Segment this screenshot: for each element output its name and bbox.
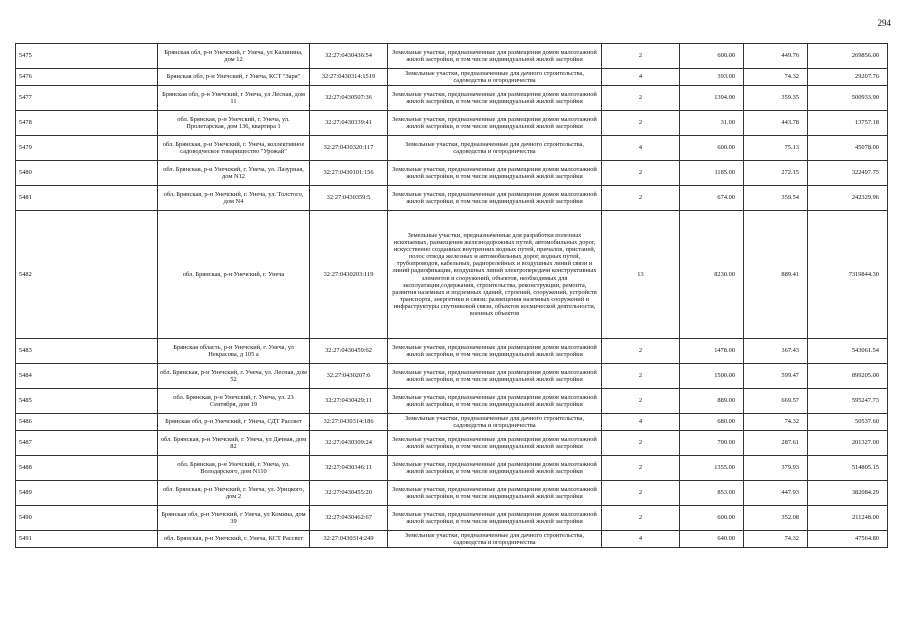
land-use-description-cell: Земельные участки, предназначенные для размещения домов малоэтажной жилой застройки, в том числе индивидуальной жилой застройки bbox=[388, 186, 602, 211]
address-cell: обл. Брянская, р-н Унечский, г. Унеча, ул. Толстого, дом N4 bbox=[158, 186, 310, 211]
table-row bbox=[16, 161, 888, 186]
unit-value-cell: 74.32 bbox=[744, 414, 808, 431]
area-cell: 674.00 bbox=[680, 186, 744, 211]
land-use-description-cell: Земельные участки, предназначенные для размещения домов малоэтажной жилой застройки, в том числе индивидуальной жилой застройки bbox=[388, 456, 602, 481]
table-row bbox=[16, 364, 888, 389]
cadastral-number-cell: 32:27:0430339:41 bbox=[310, 111, 388, 136]
cadastral-number-cell: 32:27:0430359:5 bbox=[310, 186, 388, 211]
cadastral-value-cell: 13757.18 bbox=[808, 111, 888, 136]
cadastral-number-cell: 32:27:0430101:156 bbox=[310, 161, 388, 186]
unit-value-cell: 74.32 bbox=[744, 69, 808, 86]
cadastral-value-cell: 7319844.30 bbox=[808, 211, 888, 339]
address-cell: Брянская обл, р-н Унечский, г Унеча, ул Комина, дом 39 bbox=[158, 506, 310, 531]
group-code-cell: 2 bbox=[602, 456, 680, 481]
address-cell: обл. Брянская, р-н Унечский, г. Унеча, КСТ Рассвет bbox=[158, 531, 310, 548]
group-code-cell: 13 bbox=[602, 211, 680, 339]
table-row bbox=[16, 481, 888, 506]
group-code-cell: 2 bbox=[602, 186, 680, 211]
row-number: 5486 bbox=[16, 414, 158, 431]
cadastral-number-cell: 32:27:0430429:11 bbox=[310, 389, 388, 414]
page-number: 294 bbox=[877, 18, 891, 28]
unit-value-cell: 379.93 bbox=[744, 456, 808, 481]
cadastral-value-cell: 595247.73 bbox=[808, 389, 888, 414]
group-code-cell: 2 bbox=[602, 44, 680, 69]
row-number: 5480 bbox=[16, 161, 158, 186]
unit-value-cell: 359.35 bbox=[744, 86, 808, 111]
cadastral-number-cell: 32:27:0430507:36 bbox=[310, 86, 388, 111]
table-row bbox=[16, 414, 888, 431]
cadastral-value-cell: 50537.60 bbox=[808, 414, 888, 431]
cadastral-value-cell: 242329.96 bbox=[808, 186, 888, 211]
address-cell: обл. Брянская, р-н Унечский, г. Унеча bbox=[158, 211, 310, 339]
unit-value-cell: 599.47 bbox=[744, 364, 808, 389]
row-number: 5484 bbox=[16, 364, 158, 389]
land-use-description-cell: Земельные участки, предназначенные для разработки полезных ископаемых, размещения железнодорожных путей, автомобильных дорог, искусственно созданных внутренних водных путей, причалов, пристаней, полос отвода железных и автомобильных дорог, водных путей, трубопроводов, кабельных, радиорелейных и воздушных линий связи и линий радиофикации, воздушных линий электропередачи конструктивных элементов и сооружений, объектов, необходимых для эксплуатации,содержания, строительства, реконструкции, ремонта, развития наземных и подземных зданий, строений, сооружений, устройств транспорта, энергетики и связи; размещения наземных сооружений и инфраструктуры спутниковой связи, объектов космической деятельности, военных объектов bbox=[388, 211, 602, 339]
cadastral-number-cell: 32:27:0430455:20 bbox=[310, 481, 388, 506]
cadastral-value-cell: 29207.76 bbox=[808, 69, 888, 86]
group-code-cell: 4 bbox=[602, 531, 680, 548]
area-cell: 680.00 bbox=[680, 414, 744, 431]
unit-value-cell: 359.54 bbox=[744, 186, 808, 211]
address-cell: Брянская обл, р-н Унечский, г Унеча, КСТ "Заря" bbox=[158, 69, 310, 86]
land-use-description-cell: Земельные участки, предназначенные для дачного строительства, садоводства и огородничества bbox=[388, 69, 602, 86]
address-cell: обл. Брянская, р-н Унечский, г. Унеча, ул. Володарского, дом N110 bbox=[158, 456, 310, 481]
table-row bbox=[16, 431, 888, 456]
group-code-cell: 4 bbox=[602, 69, 680, 86]
area-cell: 640.00 bbox=[680, 531, 744, 548]
row-number: 5485 bbox=[16, 389, 158, 414]
cadastral-value-cell: 899205.00 bbox=[808, 364, 888, 389]
table-row bbox=[16, 136, 888, 161]
land-parcels-table bbox=[15, 43, 888, 548]
table-row bbox=[16, 389, 888, 414]
cadastral-number-cell: 32:27:0430320:117 bbox=[310, 136, 388, 161]
row-number: 5490 bbox=[16, 506, 158, 531]
land-use-description-cell: Земельные участки, предназначенные для размещения домов малоэтажной жилой застройки, в том числе индивидуальной жилой застройки bbox=[388, 364, 602, 389]
unit-value-cell: 352.08 bbox=[744, 506, 808, 531]
cadastral-value-cell: 45078.00 bbox=[808, 136, 888, 161]
area-cell: 1478.00 bbox=[680, 339, 744, 364]
table-row bbox=[16, 186, 888, 211]
row-number: 5489 bbox=[16, 481, 158, 506]
cadastral-number-cell: 32:27:0430314:249 bbox=[310, 531, 388, 548]
group-code-cell: 2 bbox=[602, 431, 680, 456]
area-cell: 889.00 bbox=[680, 389, 744, 414]
address-cell: обл. Брянская, р-н Унечский, г. Унеча, коллективное садоводческое товарищество "Урожай" bbox=[158, 136, 310, 161]
unit-value-cell: 74.32 bbox=[744, 531, 808, 548]
area-cell: 700.00 bbox=[680, 431, 744, 456]
table-row bbox=[16, 44, 888, 69]
unit-value-cell: 367.43 bbox=[744, 339, 808, 364]
address-cell: обл. Брянская, р-н Унечский, г. Унеча, ул. Лесная, дом 52 bbox=[158, 364, 310, 389]
cadastral-value-cell: 211248.00 bbox=[808, 506, 888, 531]
cadastral-value-cell: 322497.75 bbox=[808, 161, 888, 186]
land-use-description-cell: Земельные участки, предназначенные для дачного строительства, садоводства и огородничества bbox=[388, 531, 602, 548]
unit-value-cell: 272.15 bbox=[744, 161, 808, 186]
row-number: 5487 bbox=[16, 431, 158, 456]
area-cell: 1355.00 bbox=[680, 456, 744, 481]
group-code-cell: 2 bbox=[602, 364, 680, 389]
cadastral-number-cell: 32:27:0430346:11 bbox=[310, 456, 388, 481]
group-code-cell: 2 bbox=[602, 111, 680, 136]
row-number: 5477 bbox=[16, 86, 158, 111]
row-number: 5479 bbox=[16, 136, 158, 161]
unit-value-cell: 447.93 bbox=[744, 481, 808, 506]
land-use-description-cell: Земельные участки, предназначенные для размещения домов малоэтажной жилой застройки, в том числе индивидуальной жилой застройки bbox=[388, 161, 602, 186]
cadastral-number-cell: 32:27:0430436:54 bbox=[310, 44, 388, 69]
address-cell: обл. Брянская, р-н Унечский, г. Унеча, ул. 23 Сентября, дом 19 bbox=[158, 389, 310, 414]
cadastral-number-cell: 32:27:0430314:1519 bbox=[310, 69, 388, 86]
table-row bbox=[16, 339, 888, 364]
table-row bbox=[16, 456, 888, 481]
land-use-description-cell: Земельные участки, предназначенные для размещения домов малоэтажной жилой застройки, в том числе индивидуальной жилой застройки bbox=[388, 339, 602, 364]
land-use-description-cell: Земельные участки, предназначенные для дачного строительства, садоводства и огородничества bbox=[388, 136, 602, 161]
land-use-description-cell: Земельные участки, предназначенные для размещения домов малоэтажной жилой застройки, в том числе индивидуальной жилой застройки bbox=[388, 481, 602, 506]
group-code-cell: 2 bbox=[602, 389, 680, 414]
cadastral-value-cell: 543061.54 bbox=[808, 339, 888, 364]
address-cell: Брянская область, р-н Унечский, г. Унеча, ул Некрасова, д 105 а bbox=[158, 339, 310, 364]
cadastral-number-cell: 32:27:0430314:186 bbox=[310, 414, 388, 431]
cadastral-number-cell: 32:27:0430459:62 bbox=[310, 339, 388, 364]
cadastral-number-cell: 32:27:0430462:67 bbox=[310, 506, 388, 531]
unit-value-cell: 443.78 bbox=[744, 111, 808, 136]
cadastral-value-cell: 514805.15 bbox=[808, 456, 888, 481]
unit-value-cell: 889.41 bbox=[744, 211, 808, 339]
unit-value-cell: 287.61 bbox=[744, 431, 808, 456]
cadastral-value-cell: 47564.80 bbox=[808, 531, 888, 548]
group-code-cell: 4 bbox=[602, 414, 680, 431]
group-code-cell: 2 bbox=[602, 481, 680, 506]
row-number: 5476 bbox=[16, 69, 158, 86]
address-cell: Брянская обл, р-н Унечский, г Унеча, ул Лесная, дом 11 bbox=[158, 86, 310, 111]
area-cell: 8230.00 bbox=[680, 211, 744, 339]
table-row bbox=[16, 111, 888, 136]
row-number: 5478 bbox=[16, 111, 158, 136]
group-code-cell: 2 bbox=[602, 161, 680, 186]
row-number: 5481 bbox=[16, 186, 158, 211]
cadastral-value-cell: 500933.90 bbox=[808, 86, 888, 111]
area-cell: 600.00 bbox=[680, 136, 744, 161]
table-body bbox=[16, 44, 888, 548]
row-number: 5482 bbox=[16, 211, 158, 339]
land-use-description-cell: Земельные участки, предназначенные для размещения домов малоэтажной жилой застройки, в том числе индивидуальной жилой застройки bbox=[388, 389, 602, 414]
group-code-cell: 4 bbox=[602, 136, 680, 161]
area-cell: 600.00 bbox=[680, 44, 744, 69]
address-cell: Брянская обл, р-н Унечский, г Унеча, СДТ Рассвет bbox=[158, 414, 310, 431]
area-cell: 853.00 bbox=[680, 481, 744, 506]
row-number: 5475 bbox=[16, 44, 158, 69]
cadastral-number-cell: 32:27:0430203:119 bbox=[310, 211, 388, 339]
address-cell: обл. Брянская, р-н Унечский, г. Унеча, ул. Урицкого, дом 2 bbox=[158, 481, 310, 506]
unit-value-cell: 75.13 bbox=[744, 136, 808, 161]
table-row bbox=[16, 531, 888, 548]
row-number: 5483 bbox=[16, 339, 158, 364]
area-cell: 600.00 bbox=[680, 506, 744, 531]
address-cell: Брянская обл, р-н Унечский, г Унеча, ул Калинина, дом 12 bbox=[158, 44, 310, 69]
address-cell: обл. Брянская, р-н Унечский, г. Унеча, ул. Пролетарская, дом 136, квартира 1 bbox=[158, 111, 310, 136]
group-code-cell: 2 bbox=[602, 86, 680, 111]
table-row bbox=[16, 86, 888, 111]
cadastral-value-cell: 269856.00 bbox=[808, 44, 888, 69]
address-cell: обл. Брянская, р-н Унечский, г. Унеча, ул Дачная, дом 82 bbox=[158, 431, 310, 456]
area-cell: 1185.00 bbox=[680, 161, 744, 186]
land-use-description-cell: Земельные участки, предназначенные для размещения домов малоэтажной жилой застройки, в том числе индивидуальной жилой застройки bbox=[388, 111, 602, 136]
land-use-description-cell: Земельные участки, предназначенные для размещения домов малоэтажной жилой застройки, в том числе индивидуальной жилой застройки bbox=[388, 86, 602, 111]
area-cell: 1500.00 bbox=[680, 364, 744, 389]
group-code-cell: 2 bbox=[602, 506, 680, 531]
row-number: 5491 bbox=[16, 531, 158, 548]
unit-value-cell: 669.57 bbox=[744, 389, 808, 414]
unit-value-cell: 449.76 bbox=[744, 44, 808, 69]
area-cell: 393.00 bbox=[680, 69, 744, 86]
cadastral-value-cell: 201327.00 bbox=[808, 431, 888, 456]
table-row bbox=[16, 506, 888, 531]
row-number: 5488 bbox=[16, 456, 158, 481]
area-cell: 31.00 bbox=[680, 111, 744, 136]
land-use-description-cell: Земельные участки, предназначенные для размещения домов малоэтажной жилой застройки, в том числе индивидуальной жилой застройки bbox=[388, 44, 602, 69]
table-row bbox=[16, 211, 888, 339]
area-cell: 1394.00 bbox=[680, 86, 744, 111]
cadastral-number-cell: 32:27:0430207:6 bbox=[310, 364, 388, 389]
cadastral-value-cell: 382084.29 bbox=[808, 481, 888, 506]
address-cell: обл. Брянская, р-н Унечский, г. Унеча, ул. Лазурная, дом N12 bbox=[158, 161, 310, 186]
group-code-cell: 2 bbox=[602, 339, 680, 364]
table-row bbox=[16, 69, 888, 86]
land-use-description-cell: Земельные участки, предназначенные для размещения домов малоэтажной жилой застройки, в том числе индивидуальной жилой застройки bbox=[388, 506, 602, 531]
land-use-description-cell: Земельные участки, предназначенные для дачного строительства, садоводства и огородничества bbox=[388, 414, 602, 431]
cadastral-number-cell: 32:27:0430309:24 bbox=[310, 431, 388, 456]
land-use-description-cell: Земельные участки, предназначенные для размещения домов малоэтажной жилой застройки, в том числе индивидуальной жилой застройки bbox=[388, 431, 602, 456]
